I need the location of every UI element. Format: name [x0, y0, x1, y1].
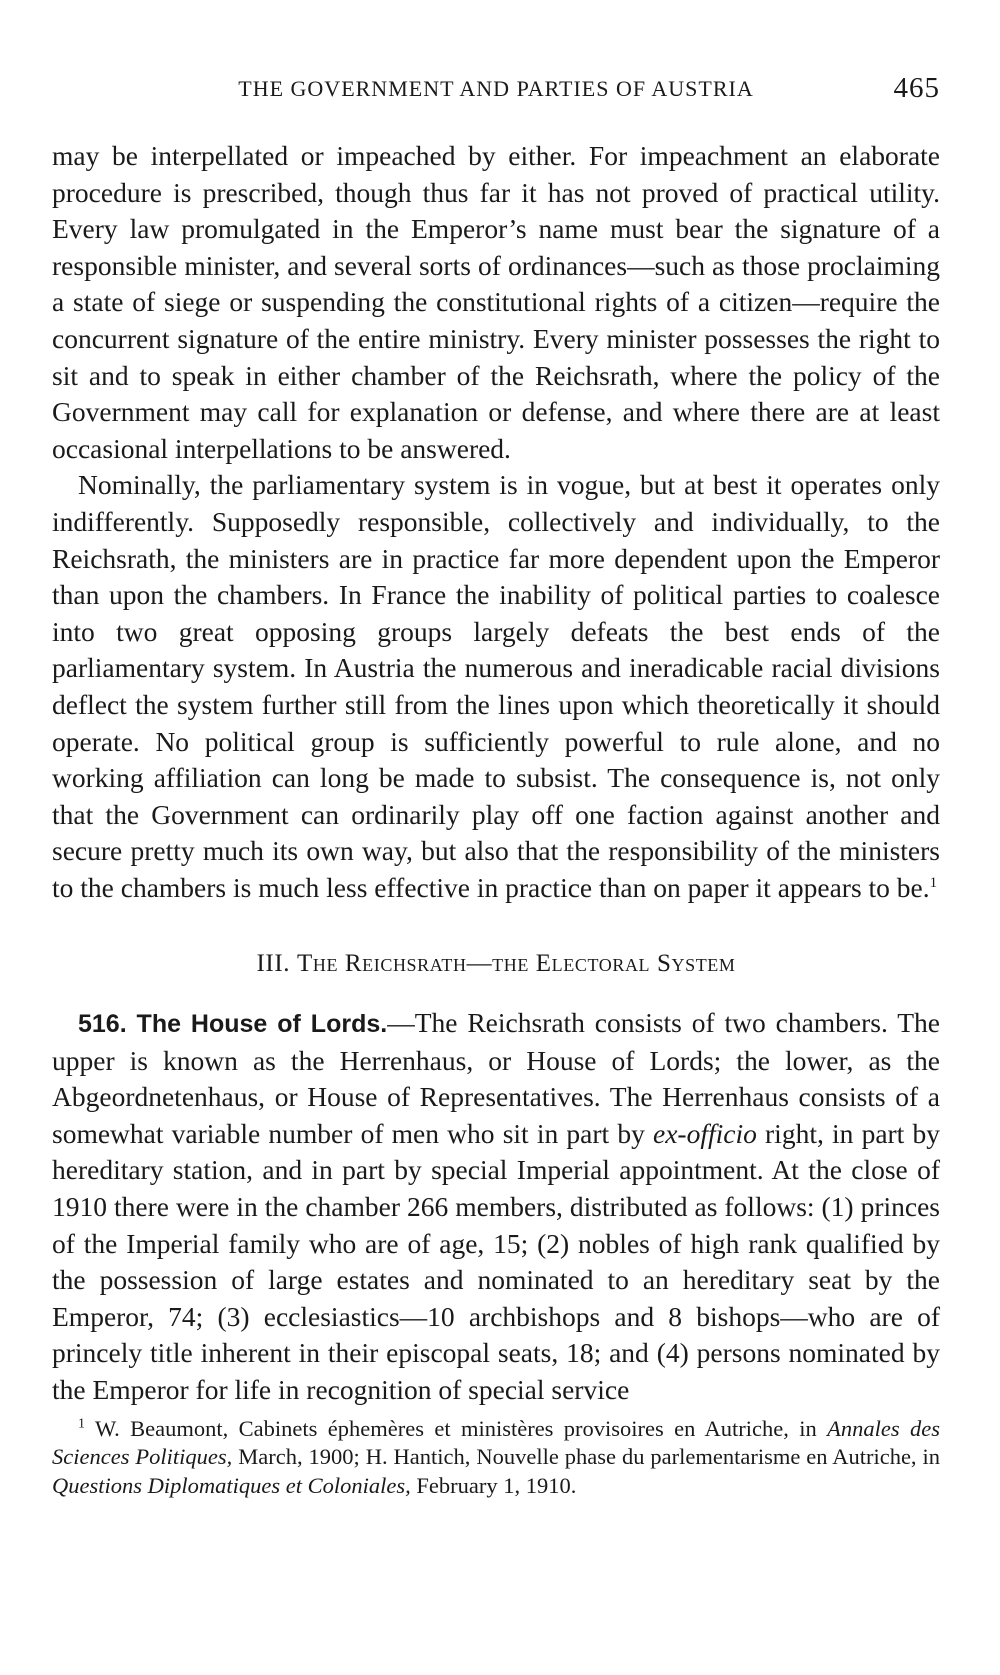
section-516-paragraph — [52, 1005, 940, 1409]
section-516-italic-term: ex-officio — [653, 1117, 757, 1149]
footnote — [52, 1415, 940, 1501]
footnote-reference: 1 — [929, 874, 938, 891]
footnote-marker: 1 — [78, 1416, 85, 1432]
section-516-text-2: right, in part by hereditary station, and in part by special Imperial appointment. At the close of 1910 there were in the chamber 266 members, distributed as follows: (1) princes of the Imperial family who are of age, 15; (2) nobles of high rank qualified by the possession of large estates and nominated to an hereditary seat by the Emperor, 74; (3) ecclesiastics—10 archbishops and 8 bishops—who are of princely title inherent in their episcopal seats, 18; and (4) persons nominated by the Emperor for life in recognition of special service — [52, 1117, 940, 1405]
running-title: THE GOVERNMENT AND PARTIES OF AUSTRIA — [238, 76, 754, 101]
paragraph-2-text: Nominally, the parliamentary system is in vogue, but at best it operates only indifferently. Supposedly responsible, collectively and individually, to the Reichsrath, the ministers are in practice far more dependent upon the Emperor than upon the chambers. In France the inability of political parties to coalesce into two great opposing groups largely defeats the best ends of the parliamentary system. In Austria the numerous and ineradicable racial divisions deflect the system further still from the lines upon which theoretically it should operate. No political group is sufficiently powerful to rule alone, and no working affiliation can long be made to subsist. The consequence is, not only that the Government can ordinarily play off one faction against another and secure pretty much its own way, but also that the responsibility of the ministers to the chambers is much less effective in practice than on paper it appears to be. — [52, 469, 940, 903]
section-heading — [52, 946, 940, 983]
body-text — [52, 138, 940, 1409]
page-number: 465 — [893, 72, 940, 104]
book-page — [52, 72, 940, 1500]
section-516-text-1: —The Reichsrath consists of two chambers. The upper is known as the Herrenhaus, or House of Lords; the lower, as the Abgeordnetenhaus, or House of Representatives. The Herrenhaus consists of a somewhat variable number of men who sit in part by — [52, 1007, 941, 1149]
paragraph-2 — [52, 467, 940, 906]
footnote-italic-2: Questions Diplomatiques et Coloniales, — [52, 1472, 411, 1498]
section-number: 516. — [78, 1010, 127, 1039]
section-numeral: III. — [256, 950, 291, 978]
paragraph-1: may be interpellated or impeached by either. For impeachment an elaborate procedure is prescribed, though thus far it has not proved of practical utility. Every law promulgated in the Emperor’s name must bear the signature of a responsible minister, and several sorts of ordinances—such as those proclaiming a state of siege or suspending the constitutional rights of a citizen—require the concurrent signature of the entire ministry. Every minister possesses the right to sit and to speak in either chamber of the Reichsrath, where the policy of the Government may call for explanation or defense, and where there are at least occasional interpellations to be answered. — [52, 140, 940, 464]
footnote-text-1: W. Beaumont, Cabinets éphemères et ministères provisoires en Autriche, in — [94, 1415, 828, 1441]
section-516-title: The House of Lords. — [136, 1010, 388, 1039]
running-header — [52, 72, 940, 106]
footnote-italic-1: Annales des Sciences Politiques, — [52, 1415, 941, 1470]
section-title: The Reichsrath—the Electoral System — [296, 950, 736, 978]
footnote-text-3: February 1, 1910. — [410, 1472, 577, 1498]
footnote-text-2: March, 1900; H. Hantich, Nouvelle phase du parlementarisme en Autriche, in — [232, 1444, 941, 1470]
